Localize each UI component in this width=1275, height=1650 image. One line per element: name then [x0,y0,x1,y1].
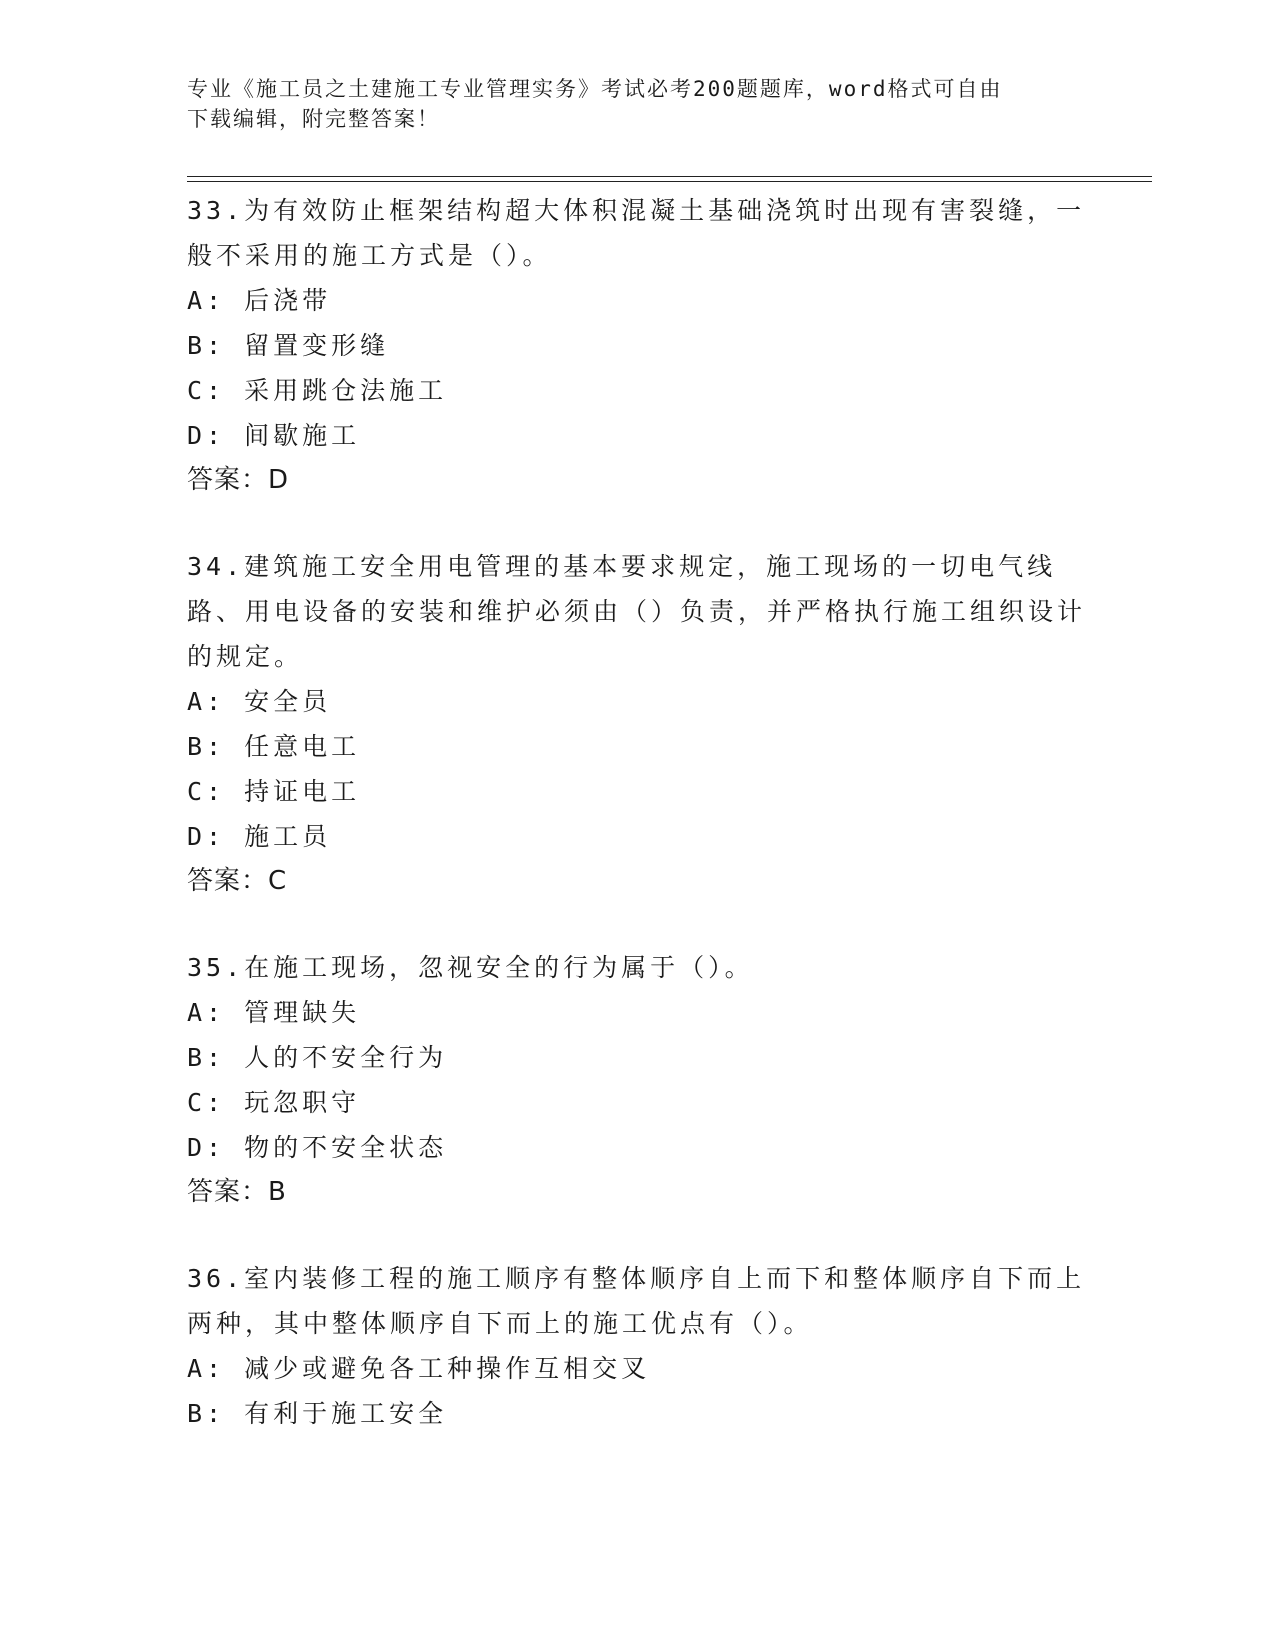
document-header [187,74,1087,134]
option-c: C: 持证电工 [187,777,361,806]
option-c: C: 采用跳仓法施工 [187,376,448,405]
option-a: A: 管理缺失 [187,998,361,1027]
option-b: B: 任意电工 [187,732,361,761]
question-text: 35.在施工现场，忽视安全的行为属于（）。 [187,953,754,982]
answer-line: 答案：B [187,1177,287,1207]
question-34 [187,544,1087,903]
question-text: 33.为有效防止框架结构超大体积混凝土基础浇筑时出现有害裂缝，一般不采用的施工方式是（）。 [187,196,1086,270]
option-d: D: 物的不安全状态 [187,1133,448,1162]
header-line-1: 专业《施工员之土建施工专业管理实务》考试必考200题题库，word格式可自由 [187,77,1003,101]
option-a: A: 后浇带 [187,286,332,315]
header-line-2: 下载编辑，附完整答案！ [187,107,440,131]
option-d: D: 间歇施工 [187,421,361,450]
question-list [187,188,1087,1478]
question-33 [187,188,1087,502]
header-divider-bottom [187,181,1152,182]
option-b: B: 留置变形缝 [187,331,390,360]
header-divider-top [187,176,1152,177]
answer-line: 答案：D [187,465,290,495]
option-c: C: 玩忽职守 [187,1088,361,1117]
option-b: B: 人的不安全行为 [187,1043,448,1072]
option-a: A: 减少或避免各工种操作互相交叉 [187,1354,651,1383]
question-36 [187,1256,1087,1436]
option-a: A: 安全员 [187,687,332,716]
question-35 [187,945,1087,1214]
question-text: 36.室内装修工程的施工顺序有整体顺序自上而下和整体顺序自下而上两种，其中整体顺序自下而上的施工优点有（）。 [187,1264,1086,1338]
answer-line: 答案：C [187,866,288,896]
option-d: D: 施工员 [187,822,332,851]
option-b: B: 有利于施工安全 [187,1399,448,1428]
question-text: 34.建筑施工安全用电管理的基本要求规定，施工现场的一切电气线路、用电设备的安装和维护必须由（）负责，并严格执行施工组织设计的规定。 [187,552,1087,671]
